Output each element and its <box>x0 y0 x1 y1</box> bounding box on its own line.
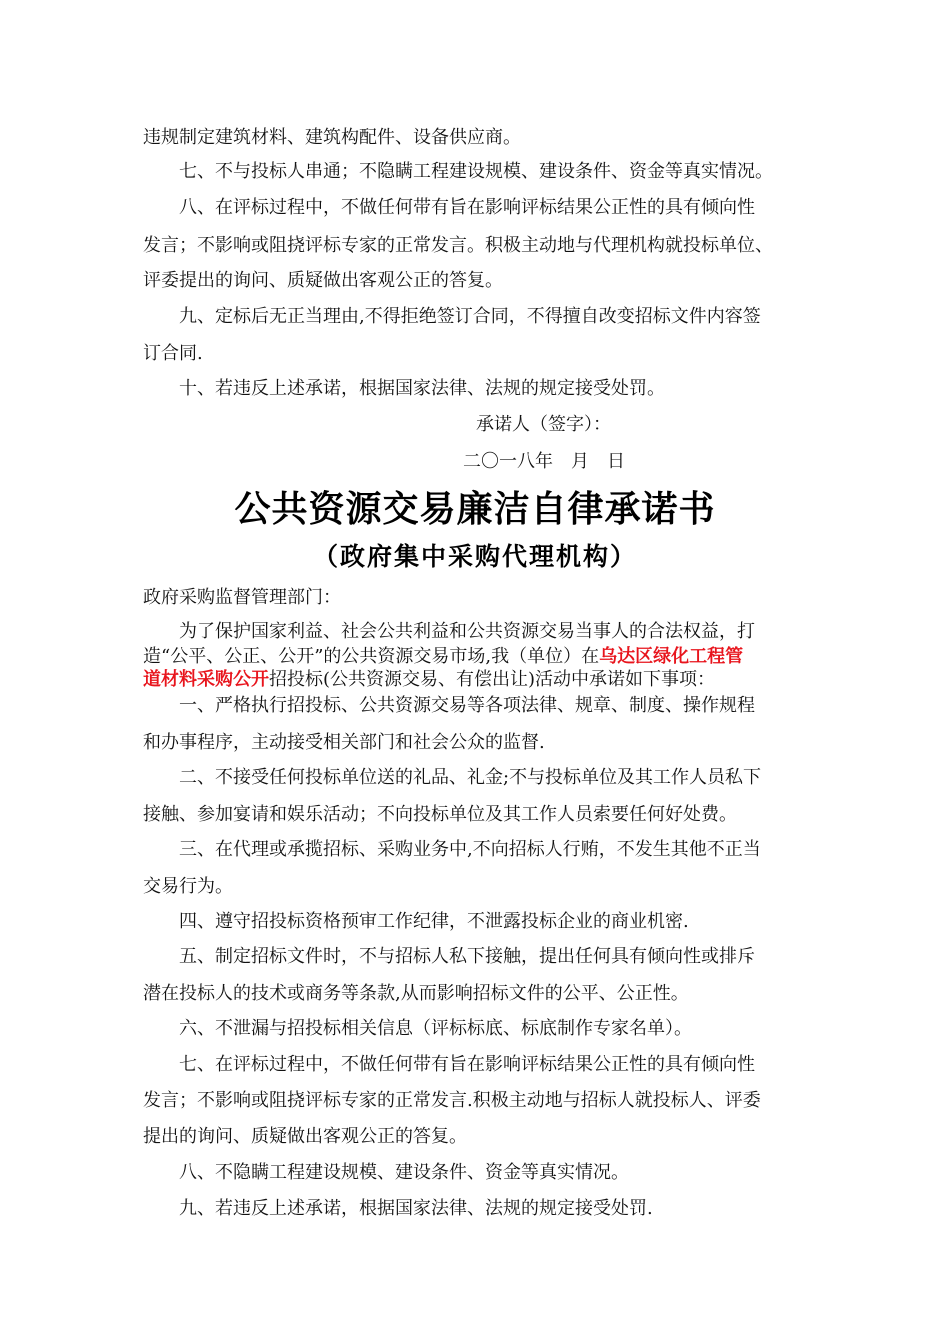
document-subtitle: （政府集中采购代理机构） <box>312 542 637 571</box>
text-line: 提出的询问、质疑做出客观公正的答复。 <box>143 1126 467 1147</box>
text-line: 发言；不影响或阻挠评标专家的正常发言。积极主动地与代理机构就投标单位、 <box>143 235 773 256</box>
document-title: 公共资源交易廉洁自律承诺书 <box>234 489 716 530</box>
text-line <box>143 668 809 692</box>
text-line: 六、不泄漏与招投标相关信息（评标标底、标底制作专家名单）。 <box>179 1018 692 1039</box>
text-line: 五、制定招标文件时，不与招标人私下接触，提出任何具有倾向性或排斥 <box>179 946 755 967</box>
project-name-highlight: 道材料采购公开 <box>143 669 269 690</box>
addressee: 政府采购监督管理部门： <box>143 587 341 608</box>
project-name-highlight: 乌达区绿化工程管 <box>599 646 744 667</box>
text-line: 八、在评标过程中，不做任何带有旨在影响评标结果公正性的具有倾向性 <box>179 197 755 218</box>
text-line: 三、在代理或承揽招标、采购业务中,不向招标人行贿，不发生其他不正当 <box>179 839 761 860</box>
text-span: 造“公平、公正、公开”的公共资源交易市场,我（单位）在 <box>143 646 600 667</box>
date-line: 二〇一八年 月 日 <box>463 451 625 472</box>
text-line <box>143 645 809 669</box>
text-line: 订合同. <box>143 343 203 364</box>
text-line: 十、若违反上述承诺，根据国家法律、法规的规定接受处罚。 <box>179 378 665 399</box>
text-line: 四、遵守招投标资格预审工作纪律，不泄露投标企业的商业机密. <box>179 911 689 932</box>
text-line: 评委提出的询问、质疑做出客观公正的答复。 <box>143 270 503 291</box>
text-line: 九、定标后无正当理由,不得拒绝签订合同，不得擅自改变招标文件内容签 <box>179 306 761 327</box>
text-line: 潜在投标人的技术或商务等条款,从而影响招标文件的公平、公正性。 <box>143 983 689 1004</box>
text-line: 七、不与投标人串通；不隐瞒工程建设规模、建设条件、资金等真实情况。 <box>179 161 773 182</box>
text-line: 交易行为。 <box>143 876 233 897</box>
text-line: 接触、参加宴请和娱乐活动；不向投标单位及其工作人员索要任何好处费。 <box>143 804 737 825</box>
text-line: 为了保护国家利益、社会公共利益和公共资源交易当事人的合法权益，打 <box>179 621 755 642</box>
text-line: 和办事程序，主动接受相关部门和社会公众的监督. <box>143 732 545 753</box>
text-line: 二、不接受任何投标单位送的礼品、礼金;不与投标单位及其工作人员私下 <box>179 767 762 788</box>
text-span: 招投标(公共资源交易、有偿出让)活动中承诺如下事项： <box>269 669 716 690</box>
signature-line: 承诺人（签字）： <box>476 414 611 435</box>
text-line: 违规制定建筑材料、建筑构配件、设备供应商。 <box>143 127 521 148</box>
text-line: 八、不隐瞒工程建设规模、建设条件、资金等真实情况。 <box>179 1162 629 1183</box>
text-line: 九、若违反上述承诺，根据国家法律、法规的规定接受处罚. <box>179 1198 653 1219</box>
text-line: 一、严格执行招投标、公共资源交易等各项法律、规章、制度、操作规程 <box>179 695 755 716</box>
text-line: 七、在评标过程中，不做任何带有旨在影响评标结果公正性的具有倾向性 <box>179 1054 755 1075</box>
text-line: 发言；不影响或阻挠评标专家的正常发言.积极主动地与招标人就投标人、评委 <box>143 1090 761 1111</box>
